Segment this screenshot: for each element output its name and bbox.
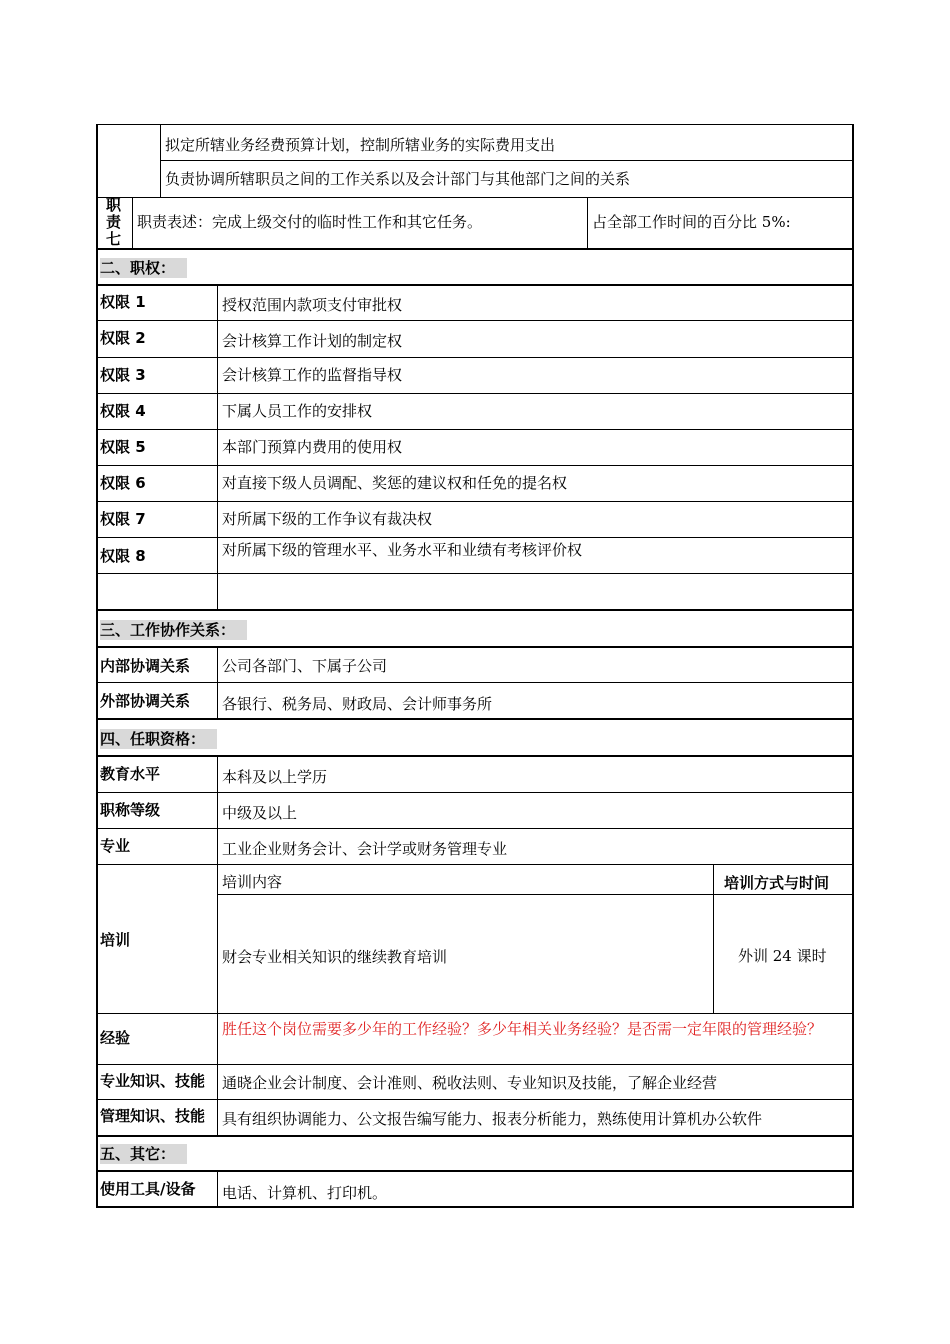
duty7-label-char: 责 bbox=[106, 213, 122, 231]
pro-skills-value: 通晓企业会计制度、会计准则、税收法则、专业知识及技能，了解企业经营 bbox=[222, 1074, 718, 1092]
tools-label: 使用工具/设备 bbox=[100, 1180, 196, 1198]
external-coordination-label: 外部协调关系 bbox=[100, 692, 191, 710]
mgmt-skills-value: 具有组织协调能力、公文报告编写能力、报表分析能力，熟练使用计算机办公软件 bbox=[222, 1110, 763, 1128]
authority-value: 对所属下级的工作争议有裁决权 bbox=[222, 510, 433, 528]
duty7-label-char: 七 bbox=[106, 230, 122, 248]
duty7-label-char: 职 bbox=[106, 196, 122, 214]
training-method-header: 培训方式与时间 bbox=[724, 874, 830, 892]
authority-label: 权限 1 bbox=[100, 293, 146, 311]
authority-label: 权限 2 bbox=[100, 329, 146, 347]
authority-label: 权限 5 bbox=[100, 438, 146, 456]
training-label: 培训 bbox=[100, 931, 131, 949]
pro-skills-label: 专业知识、技能 bbox=[100, 1072, 206, 1090]
major-label: 专业 bbox=[100, 837, 131, 855]
duty-task: 负责协调所辖职员之间的工作关系以及会计部门与其他部门之间的关系 bbox=[165, 170, 631, 188]
authority-value: 授权范围内款项支付审批权 bbox=[222, 296, 403, 314]
title-level-value: 中级及以上 bbox=[222, 804, 298, 822]
internal-coordination-value: 公司各部门、下属子公司 bbox=[222, 657, 388, 675]
authority-value: 本部门预算内费用的使用权 bbox=[222, 438, 403, 456]
external-coordination-value: 各银行、税务局、财政局、会计师事务所 bbox=[222, 695, 493, 713]
authority-value: 会计核算工作计划的制定权 bbox=[222, 332, 403, 350]
section-2-title: 二、职权： bbox=[100, 258, 187, 278]
authority-value: 对直接下级人员调配、奖惩的建议权和任免的提名权 bbox=[222, 474, 568, 492]
training-content: 财会专业相关知识的继续教育培训 bbox=[222, 948, 448, 966]
authority-value: 会计核算工作的监督指导权 bbox=[222, 366, 403, 384]
duty7-time-share: 占全部工作时间的百分比 5%: bbox=[592, 213, 791, 231]
authority-label: 权限 8 bbox=[100, 547, 146, 565]
duty7-description: 职责表述：完成上级交付的临时性工作和其它任务。 bbox=[137, 213, 483, 231]
experience-value: 胜任这个岗位需要多少年的工作经验？多少年相关业务经验？是否需一定年限的管理经验？ bbox=[222, 1020, 823, 1038]
education-value: 本科及以上学历 bbox=[222, 768, 328, 786]
authority-label: 权限 6 bbox=[100, 474, 146, 492]
duty-task: 拟定所辖业务经费预算计划，控制所辖业务的实际费用支出 bbox=[165, 136, 556, 154]
section-4-title: 四、任职资格： bbox=[100, 729, 217, 749]
authority-label: 权限 3 bbox=[100, 366, 146, 384]
education-label: 教育水平 bbox=[100, 765, 161, 783]
section-5-title: 五、其它： bbox=[100, 1144, 187, 1164]
authority-value: 下属人员工作的安排权 bbox=[222, 402, 373, 420]
title-level-label: 职称等级 bbox=[100, 801, 161, 819]
authority-label: 权限 4 bbox=[100, 402, 146, 420]
authority-label: 权限 7 bbox=[100, 510, 146, 528]
training-content-header: 培训内容 bbox=[222, 873, 283, 891]
training-method: 外训 24 课时 bbox=[738, 947, 827, 965]
tools-value: 电话、计算机、打印机。 bbox=[222, 1184, 388, 1202]
internal-coordination-label: 内部协调关系 bbox=[100, 657, 191, 675]
mgmt-skills-label: 管理知识、技能 bbox=[100, 1107, 206, 1125]
section-3-title: 三、工作协作关系： bbox=[100, 620, 247, 640]
authority-value: 对所属下级的管理水平、业务水平和业绩有考核评价权 bbox=[222, 541, 583, 559]
experience-label: 经验 bbox=[100, 1029, 131, 1047]
major-value: 工业企业财务会计、会计学或财务管理专业 bbox=[222, 840, 508, 858]
